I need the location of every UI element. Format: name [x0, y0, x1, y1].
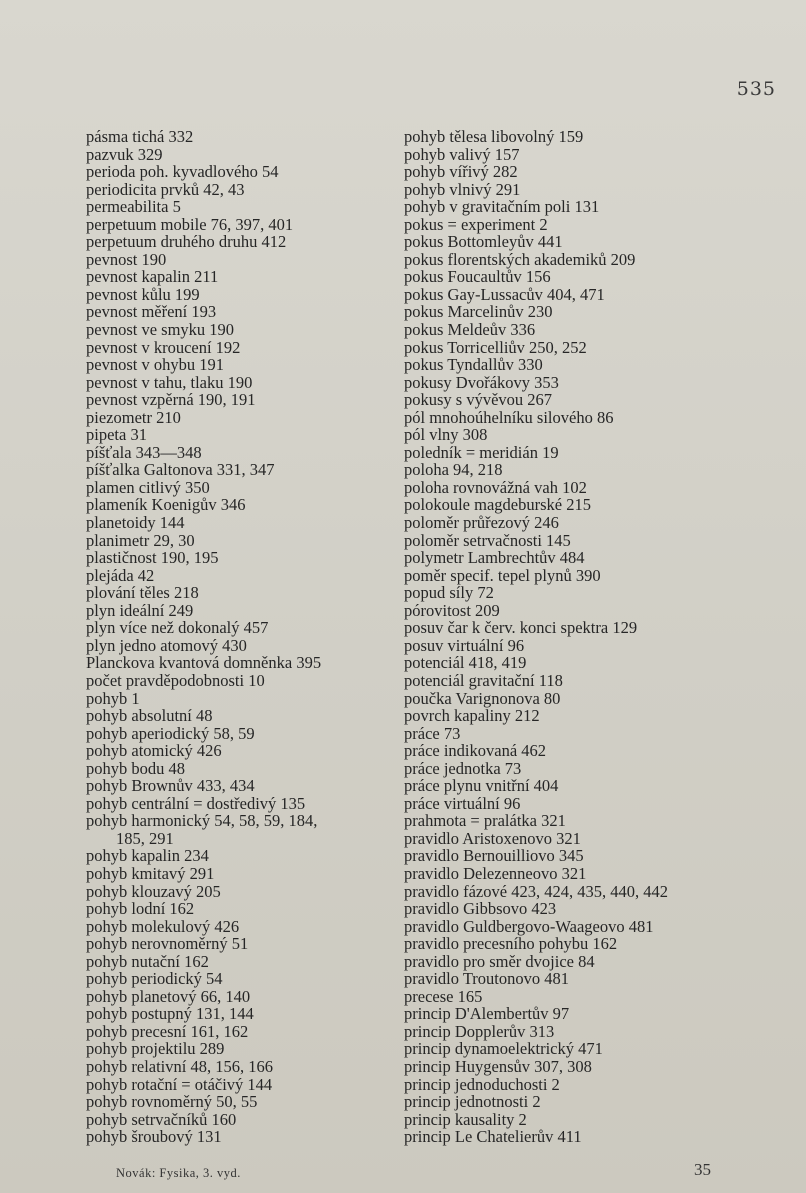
index-entry: polokoule magdeburské 215	[404, 495, 591, 515]
index-entry: pevnost kapalin 211	[86, 267, 219, 287]
index-entry: pohyb 1	[86, 688, 140, 708]
index-entry: pokusy Dvořákovy 353	[404, 372, 559, 392]
index-entry: pásma tichá 332	[86, 127, 194, 146]
index-entry: pohyb centrální = dostředivý 135	[86, 793, 306, 813]
index-entry: pohyb postupný 131, 144	[86, 1004, 254, 1024]
index-entry: pravidlo Gibbsovo 423	[404, 899, 557, 919]
index-entry: pohyb vlnivý 291	[404, 179, 521, 199]
index-entry: pevnost vzpěrná 190, 191	[86, 390, 256, 410]
index-entry: pohyb projektilu 289	[86, 1039, 225, 1059]
index-entry: pohyb rotační = otáčivý 144	[86, 1074, 273, 1094]
index-entry: princip Dopplerův 313	[404, 1021, 555, 1041]
index-entry: pohyb v gravitačním poli 131	[404, 197, 600, 217]
index-entry: práce 73	[404, 723, 461, 743]
index-entry: pravidlo Troutonovo 481	[404, 969, 570, 989]
index-entry: poloměr průřezový 246	[404, 513, 559, 533]
index-column-left	[86, 128, 321, 1146]
index-entry: pól vlny 308	[404, 425, 488, 445]
index-entry: potenciál 418, 419	[404, 653, 527, 673]
index-entry: princip kausality 2	[404, 1109, 527, 1129]
index-entry: pravidlo Delezenneovo 321	[404, 863, 587, 883]
index-entry: poučka Varignonova 80	[404, 688, 561, 708]
index-entry: poměr specif. tepel plynů 390	[404, 565, 601, 585]
index-entry: pravidlo Bernouilliovo 345	[404, 846, 584, 866]
index-entry: pohyb periodický 54	[86, 969, 223, 989]
index-entry: pohyb harmonický 54, 58, 59, 184,	[86, 811, 318, 831]
index-entry: pravidlo Aristoxenovo 321	[404, 828, 581, 848]
index-entry: práce jednotka 73	[404, 758, 522, 778]
index-entry: pohyb precesní 161, 162	[86, 1021, 249, 1041]
index-entry: pokus Foucaultův 156	[404, 267, 551, 287]
index-entry: pohyb nerovnoměrný 51	[86, 934, 249, 954]
index-entry: pravidlo fázové 423, 424, 435, 440, 442	[404, 881, 668, 901]
index-entry: pevnost v tahu, tlaku 190	[86, 372, 253, 392]
index-entry: pevnost kůlu 199	[86, 284, 200, 304]
index-entry: Planckova kvantová domněnka 395	[86, 653, 322, 673]
index-entry: pravidlo pro směr dvojice 84	[404, 951, 595, 971]
index-entry: pohyb absolutní 48	[86, 706, 213, 726]
page-number: 535	[736, 78, 776, 100]
index-entry: princip dynamoelektrický 471	[404, 1039, 603, 1059]
index-entry: pravidlo Guldbergovo-Waageovo 481	[404, 916, 654, 936]
index-entry: princip Huygensův 307, 308	[404, 1056, 592, 1076]
index-entry: posuv čar k červ. konci spektra 129	[404, 618, 638, 638]
index-entry: poledník = meridián 19	[404, 442, 559, 462]
index-entry: princip jednoduchosti 2	[404, 1074, 560, 1094]
index-entry: precese 165	[404, 986, 483, 1006]
index-entry: počet pravděpodobnosti 10	[86, 670, 265, 690]
index-entry: periodicita prvků 42, 43	[86, 179, 245, 199]
index-entry: pohyb planetový 66, 140	[86, 986, 251, 1006]
index-entry: plejáda 42	[86, 565, 155, 585]
index-entry: princip D'Alembertův 97	[404, 1004, 570, 1024]
book-footer: Novák: Fysika, 3. vyd.	[116, 1166, 241, 1180]
index-entry: pohyb šroubový 131	[86, 1127, 222, 1147]
index-entry: pevnost měření 193	[86, 302, 217, 322]
index-column-right	[404, 128, 668, 1146]
index-entry: planimetr 29, 30	[86, 530, 195, 550]
index-entry: pokusy s vývěvou 267	[404, 390, 553, 410]
index-entry: plování těles 218	[86, 583, 199, 603]
index-entry: prahmota = pralátka 321	[404, 811, 566, 831]
index-entry: píšťala 343—348	[86, 442, 202, 462]
index-entry: pohyb valivý 157	[404, 144, 520, 164]
index-entry: pokus Meldeův 336	[404, 320, 536, 340]
index-entry: pokus Gay-Lussacův 404, 471	[404, 284, 605, 304]
index-entry: perpetuum druhého druhu 412	[86, 232, 287, 252]
index-entry: pevnost 190	[86, 249, 167, 269]
index-entry: pohyb nutační 162	[86, 951, 209, 971]
index-entry: pevnost ve smyku 190	[86, 320, 235, 340]
index-entry: polymetr Lambrechtův 484	[404, 548, 585, 568]
index-entry: plyn více než dokonalý 457	[86, 618, 269, 638]
index-entry: pohyb atomický 426	[86, 741, 222, 761]
index-entry: pohyb tělesa libovolný 159	[404, 127, 584, 146]
index-entry: pokus Bottomleyův 441	[404, 232, 563, 252]
index-entry: pohyb kmitavý 291	[86, 863, 215, 883]
index-entry: pokus Torricelliův 250, 252	[404, 337, 587, 357]
index-entry: planetoidy 144	[86, 513, 185, 533]
index-entry: pokus Marcelinův 230	[404, 302, 553, 322]
index-entry: pórovitost 209	[404, 600, 500, 620]
index-entry: pohyb bodu 48	[86, 758, 185, 778]
index-entry: posuv virtuální 96	[404, 635, 525, 655]
index-entry: pohyb vířivý 282	[404, 162, 518, 182]
index-entry: princip jednotnosti 2	[404, 1092, 541, 1112]
index-entry: 185, 291	[116, 828, 174, 848]
index-entry: pokus florentských akademiků 209	[404, 249, 636, 269]
index-entry: pevnost v ohybu 191	[86, 355, 224, 375]
index-entry: práce plynu vnitřní 404	[404, 776, 559, 796]
index-entry: pokus = experiment 2	[404, 214, 548, 234]
index-entry: popud síly 72	[404, 583, 494, 603]
index-entry: princip Le Chatelierův 411	[404, 1127, 582, 1147]
index-entry: pohyb rovnoměrný 50, 55	[86, 1092, 258, 1112]
index-entry: pohyb klouzavý 205	[86, 881, 221, 901]
index-entry: pól mnohoúhelníku silového 86	[404, 407, 614, 427]
index-entry: permeabilita 5	[86, 197, 181, 217]
signature-number: 35	[694, 1160, 711, 1179]
index-entry: perpetuum mobile 76, 397, 401	[86, 214, 294, 234]
index-entry: povrch kapaliny 212	[404, 706, 540, 726]
index-entry: píšťalka Galtonova 331, 347	[86, 460, 275, 480]
index-entry: pipeta 31	[86, 425, 147, 445]
index-entry: poloha rovnovážná vah 102	[404, 477, 587, 497]
index-entry: práce virtuální 96	[404, 793, 521, 813]
index-entry: pohyb setrvačníků 160	[86, 1109, 237, 1129]
index-entry: plastičnost 190, 195	[86, 548, 219, 568]
index-entry: piezometr 210	[86, 407, 181, 427]
index-entry: pevnost v kroucení 192	[86, 337, 241, 357]
index-entry: pohyb lodní 162	[86, 899, 195, 919]
index-entry: plamen citlivý 350	[86, 477, 210, 497]
index-entry: plameník Koenigův 346	[86, 495, 246, 515]
index-entry: pohyb Brownův 433, 434	[86, 776, 255, 796]
index-entry: pazvuk 329	[86, 144, 163, 164]
index-entry: práce indikovaná 462	[404, 741, 547, 761]
index-entry: perioda poh. kyvadlového 54	[86, 162, 279, 182]
index-entry: pokus Tyndallův 330	[404, 355, 543, 375]
index-entry: potenciál gravitační 118	[404, 670, 563, 690]
index-entry: plyn ideální 249	[86, 600, 194, 620]
index-entry: pravidlo precesního pohybu 162	[404, 934, 618, 954]
index-entry: pohyb molekulový 426	[86, 916, 240, 936]
index-entry: poloměr setrvačnosti 145	[404, 530, 571, 550]
index-entry: pohyb kapalin 234	[86, 846, 209, 866]
index-entry: poloha 94, 218	[404, 460, 503, 480]
index-entry: pohyb aperiodický 58, 59	[86, 723, 255, 743]
index-entry: pohyb relativní 48, 156, 166	[86, 1056, 273, 1076]
index-entry: plyn jedno atomový 430	[86, 635, 247, 655]
